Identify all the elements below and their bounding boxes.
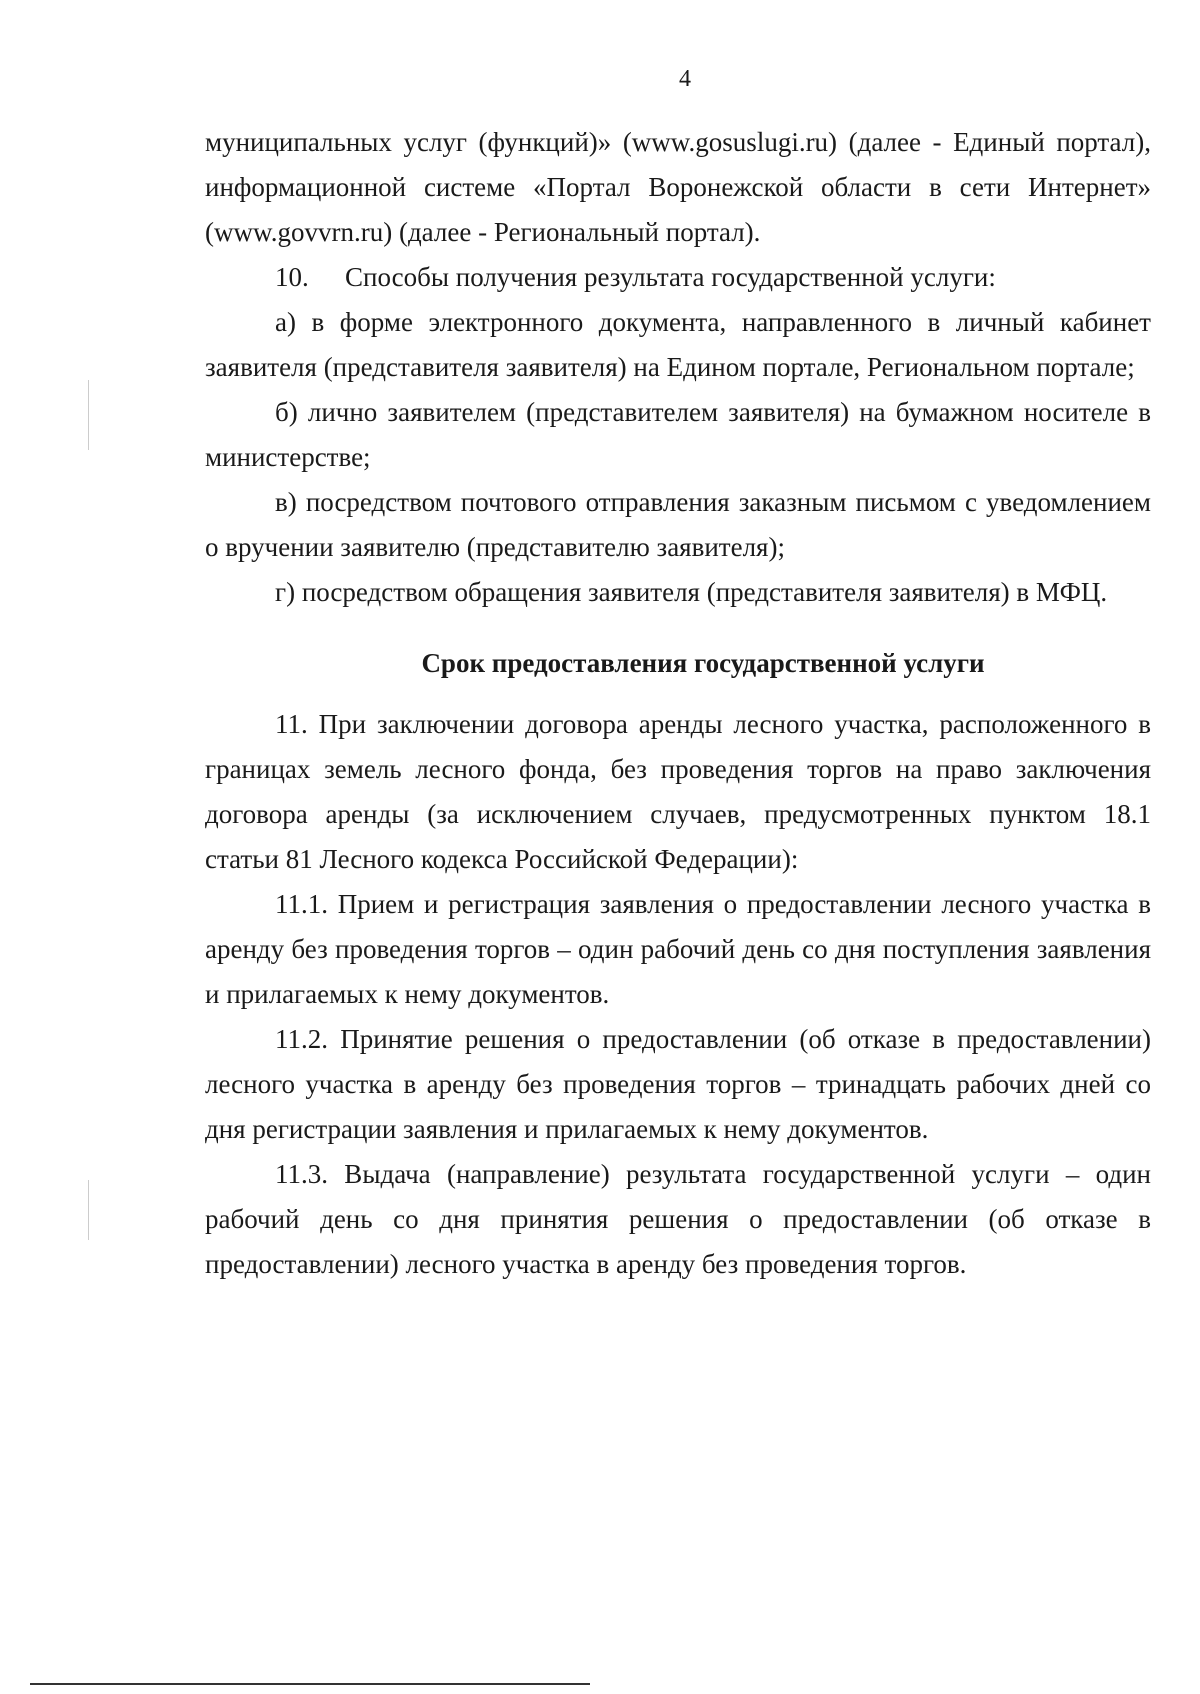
paragraph-10	[205, 255, 1151, 300]
footer-rule	[30, 1683, 590, 1685]
paragraph-11-3: 11.3. Выдача (направление) результата государственной услуги – один рабочий день со дня принятия решения о предоставлении (об отказе в предоставлении) лесного участка в аренду без проведения торгов.	[205, 1159, 1151, 1279]
paragraph-10-text: Способы получения результата государственной услуги:	[345, 262, 996, 292]
page-number: 4	[679, 66, 691, 92]
paragraph-10-b: б) лично заявителем (представителем заявителя) на бумажном носителе в министерстве;	[205, 397, 1151, 472]
paragraph-10-g: г) посредством обращения заявителя (представителя заявителя) в МФЦ.	[275, 577, 1108, 607]
paragraph-11-1: 11.1. Прием и регистрация заявления о предоставлении лесного участка в аренду без проведения торгов – один рабочий день со дня поступления заявления и прилагаемых к нему документов.	[205, 889, 1151, 1009]
section-heading: Срок предоставления государственной услуги	[421, 648, 985, 678]
paragraph-intro: муниципальных услуг (функций)» (www.gosuslugi.ru) (далее - Единый портал), информационной системе «Портал Воронежской области в сети Интернет» (www.govvrn.ru) (далее - Региональный портал).	[205, 127, 1151, 247]
document-body	[205, 120, 1151, 1287]
scan-margin-mark	[88, 380, 89, 450]
paragraph-11: 11. При заключении договора аренды лесного участка, расположенного в границах земель лесного фонда, без проведения торгов на право заключения договора аренды (за исключением случаев, предусмотренных пунктом 18.1 статьи 81 Лесного кодекса Российской Федерации):	[205, 709, 1151, 874]
paragraph-10-number: 10.	[275, 262, 309, 292]
paragraph-10-a: а) в форме электронного документа, направленного в личный кабинет заявителя (представителя заявителя) на Едином портале, Региональном портале;	[205, 307, 1151, 382]
paragraph-10-v: в) посредством почтового отправления заказным письмом с уведомлением о вручении заявителю (представителю заявителя);	[205, 487, 1151, 562]
paragraph-11-2: 11.2. Принятие решения о предоставлении (об отказе в предоставлении) лесного участка в аренду без проведения торгов – тринадцать рабочих дней со дня регистрации заявления и прилагаемых к нему документов.	[205, 1024, 1151, 1144]
scan-margin-mark	[88, 1180, 89, 1240]
